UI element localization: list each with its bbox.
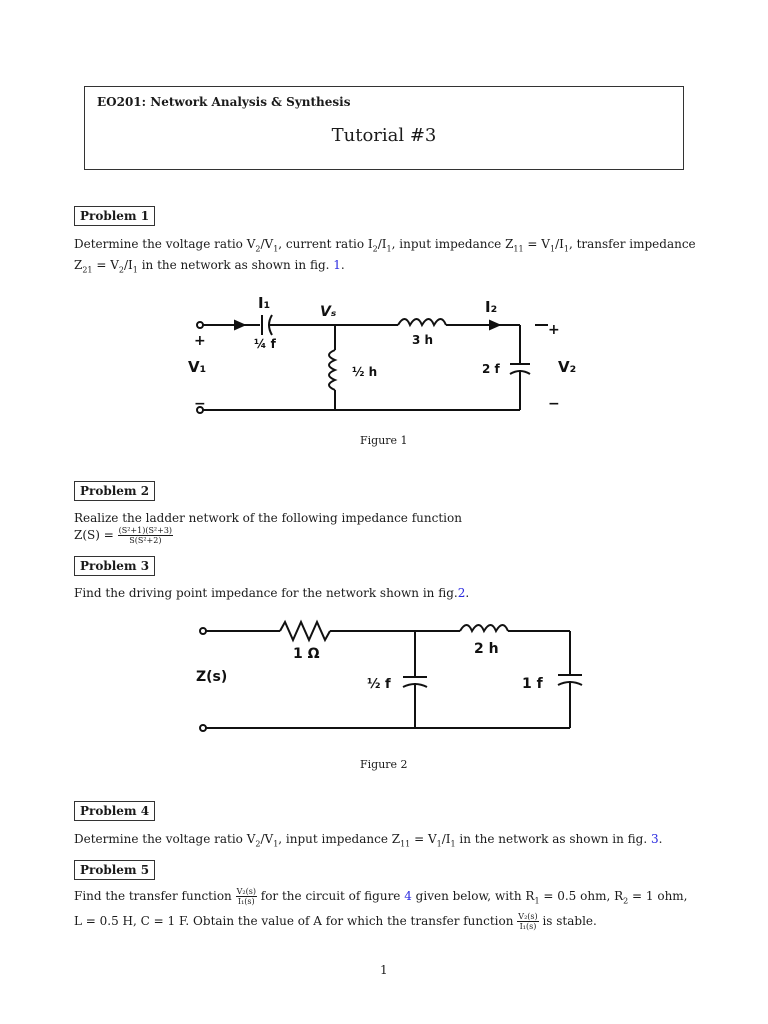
problem-5-text [74,886,696,931]
label-cap-2f: 2 f [482,362,500,376]
problem-4-label: Problem 4 [74,801,155,821]
page-number: 1 [380,963,388,977]
course-title: EO201: Network Analysis & Synthesis [97,95,351,109]
label-cap-quarter-f: ¼ f [254,337,276,351]
problem-2-formula: Z(S) = $\frac{\text{(S²+1)(S²+3)}}{\text{S(S²+2)}}$ [74,526,173,545]
problem-1-line-1: Determine the voltage ratio $V_2/V_1$, current ratio $I_2/I_1$, input impedance $Z_{11} = V_1/I_1$, transfer impedance [74,237,696,254]
problem-5-line-1: Find the transfer function $\frac{\text{V₂(s)}}{\text{I₁(s)}}$ for the circuit of figure 4 given below, with $R_1 = 0.5$ ohm, $R_2 = 1$ ohm, [74,887,688,906]
figure-4-link[interactable]: 4 [404,889,412,903]
label-v2: V₂ [558,358,577,376]
label-cap-1f: 1 f [522,676,543,692]
problem-3-line-1: Find the driving point impedance for the network shown in fig.2. [74,586,470,600]
label-ind-2h: 2 h [474,641,499,657]
label-i2: I₂ [485,298,498,316]
label-minus-in: − [194,396,206,412]
tutorial-title: Tutorial #3 [331,125,437,146]
label-ind-3h: 3 h [412,333,434,347]
label-i1: I₁ [258,294,271,312]
figure-2-link[interactable]: 2 [457,586,466,600]
figure-2-circuit [190,615,590,745]
problem-1-line-2: $Z_{21} = V_2/I_1$ in the network as shown in fig. 1. [74,258,345,275]
label-vs: Vₛ [320,304,337,320]
figure-2-caption: Figure 2 [360,758,408,771]
problem-2-line-1: Realize the ladder network of the following impedance function [74,511,462,525]
figure-1-link[interactable]: 1 [333,258,341,273]
problem-3-label: Problem 3 [74,556,155,576]
figure-1-caption: Figure 1 [360,434,408,447]
figure-1-circuit [180,290,600,430]
problem-5-label: Problem 5 [74,860,155,880]
problem-4-line-1: Determine the voltage ratio $V_2/V_1$, input impedance $Z_{11} = V_1/I_1$ in the network as shown in fig. 3. [74,832,663,849]
figure-3-link[interactable]: 3 [651,832,659,846]
problem-1-label: Problem 1 [74,206,155,226]
header-box [84,86,684,170]
label-plus-in: + [194,333,206,349]
label-v1: V₁ [188,358,207,376]
label-plus-out: + [548,322,560,338]
label-zs: Z(s) [196,669,228,685]
label-minus-out: − [548,396,560,412]
label-cap-half-f: ½ f [367,677,391,692]
label-r-1-ohm: 1 Ω [293,646,320,662]
label-ind-half-h: ½ h [352,365,378,379]
problem-5-line-2: L = 0.5 H, C = 1 F. Obtain the value of A for which the transfer function $\frac{\text{V₂(s)}}{\text{I₁(s)}}$ is stable. [74,912,597,932]
problem-1-text [74,236,696,279]
problem-2-label: Problem 2 [74,481,155,501]
